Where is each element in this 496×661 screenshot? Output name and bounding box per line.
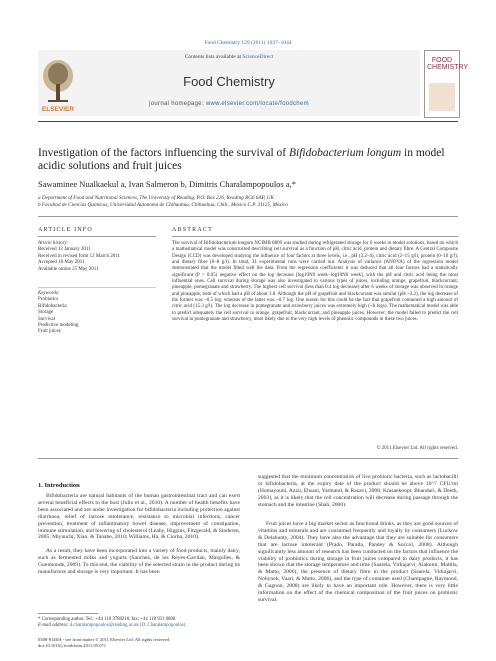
title-species: Bifidobacterium longum	[289, 147, 402, 159]
abstract-heading: ABSTRACT	[172, 227, 213, 233]
keywords-section	[38, 291, 156, 336]
article-title	[38, 147, 458, 173]
email-prefix: E-mail address:	[38, 623, 69, 628]
history-label: Article history:	[38, 241, 69, 246]
title-part2: in model acidic solutions and fruit juices	[38, 147, 445, 172]
homepage-link[interactable]: www.elsevier.com/locate/foodchem	[205, 101, 309, 107]
accepted-date: Accepted 18 May 2011	[38, 260, 85, 266]
abstract-text: The survival of Bifidobacterium longum NCIMB 8809 was studied during refrigerated storage for 6 weeks in model solutions, based on which a mathematical model was constructed describing cell survival as a function of pH, citric acid, protein and dietary fibre. A Central Composite Design (CCD) was developed studying the influence of four factors at three levels, i.e., pH (3.2–4), citric acid (2–15 g/l), protein (0–10 g/l), and dietary fibre (0–8 g/l). In total, 31 experimental runs were carried out. Analysis of variance (ANOVA) of the regression model demonstrated that the model fitted well the data. From the regression coefficients it was deduced that all four factors had a statistically significant (P < 0.05) negative effect on the log decrease [log10N0 week−log10N6 week], with the pH and citric acid being the most influential ones. Cell survival during storage was also investigated in various types of juices, including orange, grapefruit, blackcurrant, pineapple, pomegranate and strawberry. The highest cell survival (less than 0.4 log decrease) after 6 weeks of storage was observed in orange and pineapple, both of which had a pH of about 3.8. Although the pH of grapefruit and blackcurrant was similar (pH ~3.2), the log decrease of the former was ~0.5 log, whereas of the latter was ~0.7 log. One reason for this could be the fact that grapefruit contained a high amount of citric acid (15.3 g/l). The log decrease in pomegranate and strawberry juices was extremely high (~8 logs). The mathematical model was able to predict adequately the cell survival in orange, grapefruit, blackcurrant, and pineapple juices. However, the model failed to predict the cell survival in pomegranate and strawberry, most likely due to the very high levels of phenolic compounds in these two juices.	[172, 241, 458, 323]
received-date: Received 12 January 2011	[38, 247, 91, 253]
journal-reference[interactable]: Food Chemistry 129 (2011) 1037–1044	[204, 40, 292, 46]
abstract-divider	[172, 236, 458, 237]
section-heading-introduction: 1. Introduction	[38, 482, 80, 489]
affiliation-b: b Facultad de Ciencias Químicas, Universidad Autonoma de Chihuahua, Chihuahua, Chih., Mexico C.P. 31125, Mexico	[38, 201, 288, 208]
online-date: Available online 25 May 2011	[38, 266, 99, 272]
intro-paragraph-4: Fruit juices have a big market sector as functional drinks, as they are good sources of vitamins and minerals and are consumed frequently and loyally by consumers (Luckow & Delahunty, 2004). They have also the advantage that they are suitable for consumers that are lactose intolerant (Prado, Parada, Pandey & Soccol, 2008). Although significantly less amount of research has been conducted on the factors that influence the viability of probiotics during storage in fruit juices compared to dairy products, it has been shown that the storage temperature and time (Saarela, Virkajarvi, Alakomi, Mattila, & Matto, 2006), the presence of dietary fibre in the product (Saarela, Virkajarvi, Nohynek, Vaari, & Matto, 2006), and the type of container used (Champagne, Raymond, & Gagnon, 2008) are likely to have an important role. However, there is very little information on the effect of the chemical composition of the fruit juices on probiotic survival.	[258, 521, 458, 603]
issn-doi-block	[38, 637, 298, 649]
affiliation-a: a Department of Food and Nutritional Sciences, The University of Reading, P.O. Box 226, Reading RG6 6AP, UK	[38, 195, 274, 201]
cover-title: FOOD CHEMISTRY	[427, 57, 469, 71]
copyright-notice: © 2011 Elsevier Ltd. All rights reserved.	[376, 446, 458, 451]
affiliations	[38, 195, 458, 208]
keyword-item: Survival	[38, 316, 55, 322]
corresponding-author: * Corresponding author. Tel.: +44 118 3788216; fax: +44 118 931 0080.	[38, 617, 177, 622]
title-part1: Investigation of the factors influencing the survival of	[38, 147, 290, 159]
keyword-item: Probiotics	[38, 297, 59, 303]
contents-line	[38, 54, 420, 60]
abstract-end-divider	[38, 458, 458, 459]
article-info-heading: ARTICLE INFO	[38, 227, 93, 233]
elsevier-logo-text: ELSEVIER	[41, 106, 75, 113]
doi-link[interactable]: doi:10.1016/j.foodchem.2011.05.071	[38, 642, 107, 648]
header-divider	[38, 121, 458, 122]
sciencedirect-link[interactable]: ScienceDirect	[242, 54, 274, 60]
keywords-label: Keywords:	[38, 291, 60, 296]
keyword-item: Fruit juices	[38, 329, 61, 335]
email-line	[38, 623, 240, 629]
article-info-divider	[38, 236, 156, 237]
corresponding-author-footnote	[38, 617, 240, 629]
journal-cover-thumbnail[interactable]	[424, 50, 469, 118]
keywords-divider	[38, 287, 156, 288]
keyword-item: Storage	[38, 310, 54, 316]
journal-homepage	[38, 101, 420, 107]
contents-prefix: Contents lists available at	[184, 54, 242, 60]
intro-paragraph-2: As a result, they have been incorporated into a variety of food products, mainly dairy, such as fermented milks and yogurts (Sanchez, de los Reyes-Gavilan, Margolles, & Gueimonde, 2009). To this end, the viability of the selected strain in the product during its manufacture and storage is very important. It has been	[38, 548, 240, 575]
intro-paragraph-3: suggested that the minimum concentration of live probiotic bacteria, such as lactobacilli or bifidobacteria, at the expiry date of the product should be above 10^7 CFU/ml (Homayouni, Azizi, Ehsani, Yarmand, & Razavi, 2008; Krasaekoopt, Bhandari, & Deeth, 2003), as it is likely that the cell concentration will decrease during passage through the stomach and the intestine (Shah, 2000).	[258, 474, 458, 508]
revised-date: Received in revised form 12 March 2011	[38, 253, 121, 259]
author-list[interactable]: Sawaminee Nualkaekul a, Ivan Salmeron b, Dimitris Charalampopoulos a,*	[38, 179, 297, 189]
keyword-item: Predictive modeling	[38, 323, 79, 329]
homepage-prefix: journal homepage:	[149, 101, 204, 107]
email-link[interactable]: d.charalampopoulos@reading.ac.uk (D. Charalampopoulos).	[69, 623, 187, 628]
issn-line: 0308-8146/$ - see front matter © 2011 Elsevier Ltd. All rights reserved.	[38, 637, 171, 642]
title-divider	[38, 216, 458, 217]
footnote-divider	[38, 613, 98, 614]
intro-paragraph-1: Bifidobacteria are natural habitants of the human gastrointestinal tract and can exert several beneficial effects to the host (Julio et al., 2010). A number of health benefits have been associated and are under investigation for bifidobacteria including protection against diarrhoea, relief of lactose intolerance, resistance to microbial infections, cancer prevention, treatment of inflammatory bowel disease, improvement of constipation, immune stimulation, and lowering of cholesterol (Leahy, Higgins, Fitzgerald, & Sinderen, 2005; Miyauchi, Xiao, & Tanabe, 2010; Williams, Ha, & Ciorba, 2010).	[38, 493, 240, 541]
cover-image	[429, 83, 455, 111]
journal-title: Food Chemistry	[183, 74, 275, 89]
article-history	[38, 241, 156, 273]
keyword-item: Bifidobacteria	[38, 303, 67, 309]
